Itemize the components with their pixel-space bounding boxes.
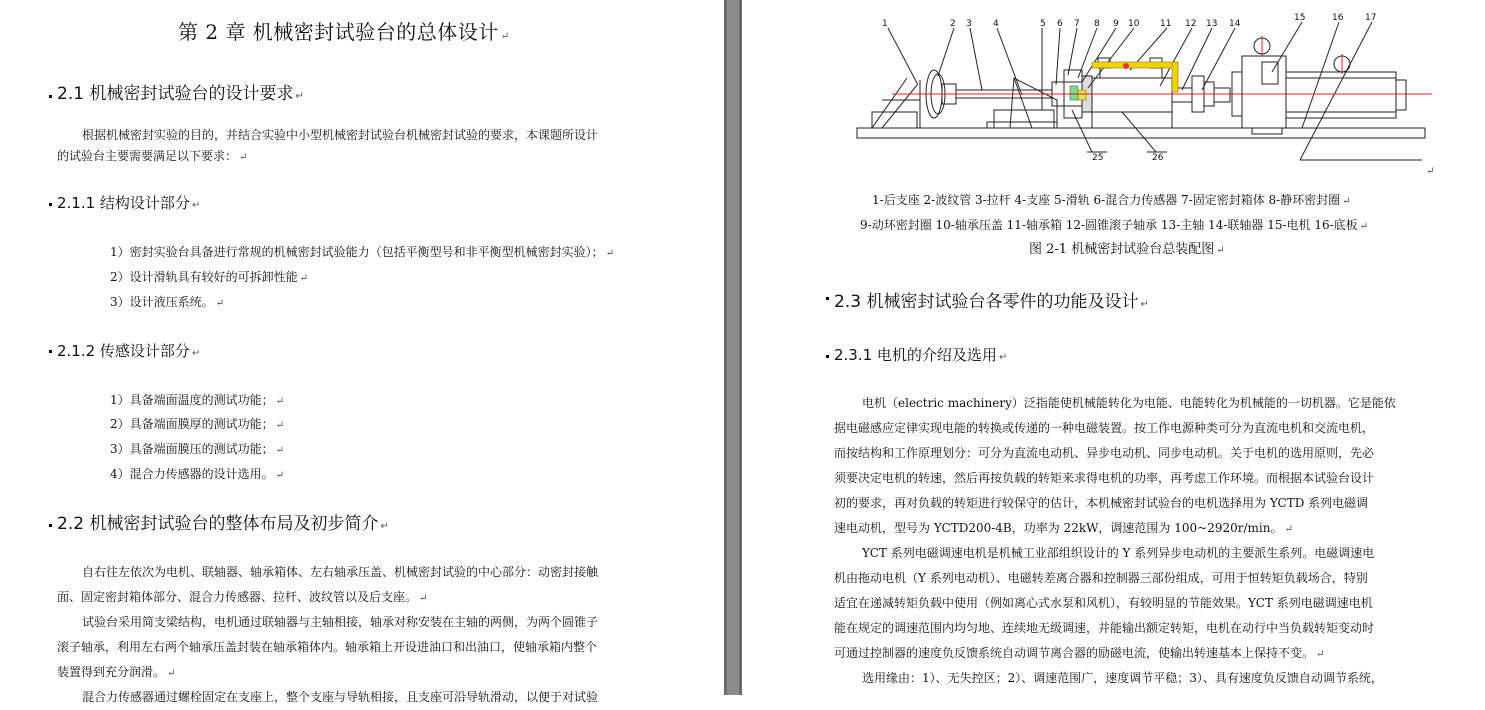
part-label: 16 <box>1332 13 1344 23</box>
part-label: 7 <box>1074 19 1080 29</box>
yct-paragraph-line: YCT 系列电磁调速电机是机械工业部组织设计的 Y 系列异步电动机的主要派生系列。电磁调速电 <box>862 546 1375 560</box>
yct-paragraph-line: 可通过控制器的速度负反馈系统自动调节离合器的励磁电流，使输出转速基本上保持不变。 ↵ <box>834 646 1325 660</box>
right-page <box>742 0 1485 695</box>
part-label: 3 <box>966 19 972 29</box>
list-item: 1）具备端面温度的测试功能； ↵ <box>110 393 285 407</box>
section-2-2-title: 2.2 机械密封试验台的整体布局及初步简介 ↵ <box>57 514 389 534</box>
section-2-3-1-title: 2.3.1 电机的介绍及选用 ↵ <box>834 346 1008 364</box>
part-label: 26 <box>1152 153 1164 163</box>
list-item: 3）具备端面膜压的测试功能； ↵ <box>110 442 285 456</box>
part-label: 9 <box>1113 19 1119 29</box>
section-2-2-line: 试验台采用简支梁结构，电机通过联轴器与主轴相接，轴承对称安装在主轴的两侧，为两个圆锥子 <box>82 615 599 629</box>
part-label: 11 <box>1160 19 1172 29</box>
svg-text:↵: ↵ <box>1426 166 1435 177</box>
figure-caption-line-2: 9-动环密封圈 10-轴承压盖 11-轴承箱 12-圆锥滚子轴承 13-主轴 14-联轴器 15-电机 16-底板 ↵ <box>860 218 1369 232</box>
reason-paragraph-line: 选用缘由：1）、无失控区；2）、调速范围广，速度调节平稳；3）、具有速度负反馈自动调节系统， <box>862 671 1383 685</box>
motor-paragraph-line: 须要决定电机的转速，然后再按负载的转矩来求得电机的功率，再考虑工作环境。而根据本试验台设计 <box>834 471 1375 485</box>
heading-bullet <box>49 203 52 206</box>
assembly-drawing <box>742 0 1485 175</box>
part-label: 15 <box>1294 13 1306 23</box>
part-label: 25 <box>1092 153 1104 163</box>
list-item: 2）设计滑轨具有较好的可拆卸性能 ↵ <box>110 270 309 284</box>
part-label: 2 <box>950 19 956 29</box>
heading-bullet <box>826 355 829 358</box>
yct-paragraph-line: 能在规定的调速范围内均匀地、连续地无级调速，并能输出额定转矩，电机在动行中当负载转矩变动时 <box>834 621 1375 635</box>
section-2-1-paragraph-line-1: 根据机械密封实验的目的，并结合实验中小型机械密封试验台机械密封试验的要求，本课题所设计 <box>82 128 599 142</box>
section-2-3-title: 2.3 机械密封试验台各零件的功能及设计 ↵ <box>834 292 1149 312</box>
section-2-2-line: 自右往左依次为电机、联轴器、轴承箱体、左右轴承压盖、机械密封试验的中心部分：动密封接触 <box>82 565 599 579</box>
part-label: 17 <box>1365 13 1377 23</box>
motor-paragraph-line: 电机（electric machinery）泛指能使机械能转化为电能、电能转化为机械能的一切机器。它是能依 <box>862 396 1396 410</box>
motor-paragraph-line: 速电动机，型号为 YCTD200-4B，功率为 22kW，调速范围为 100~2920r/min。 ↵ <box>834 521 1293 535</box>
part-label: 14 <box>1229 19 1241 29</box>
motor-paragraph-line: 而按结构和工作原理划分：可分为直流电动机、异步电动机、同步电动机。关于电机的选用原则，先必 <box>834 446 1375 460</box>
part-label: 5 <box>1040 19 1046 29</box>
section-2-2-line: 面、固定密封箱体部分、混合力传感器、拉杆、波纹管以及后支座。 ↵ <box>57 590 428 604</box>
heading-bullet <box>49 350 52 353</box>
motor-paragraph-line: 初的要求，再对负载的转矩进行较保守的估计，本机械密封试验台的电机选择用为 YCTD 系列电磁调 <box>834 496 1369 510</box>
yct-paragraph-line: 机由拖动电机（Y 系列电动机）、电磁转差离合器和控制器三部份组成，可用于恒转矩负载场合，特别 <box>834 571 1368 585</box>
list-item: 2）具备端面膜厚的测试功能； ↵ <box>110 417 285 431</box>
part-label: 4 <box>993 19 999 29</box>
page-gutter <box>724 0 742 695</box>
section-2-1-2-title: 2.1.2 传感设计部分 ↵ <box>57 342 201 360</box>
figure-title: 图 2-1 机械密封试验台总装配图 ↵ <box>1029 242 1225 257</box>
left-page <box>0 0 724 704</box>
part-label: 6 <box>1057 19 1063 29</box>
section-2-2-line: 混合力传感器通过螺栓固定在支座上，整个支座与导轨相接，且支座可沿导轨滑动，以便于对试验 <box>82 690 599 704</box>
heading-bullet <box>49 524 52 527</box>
yct-paragraph-line: 适宜在递减转矩负载中使用（例如离心式水泵和风机），有较明显的节能效果。YCT 系列电磁调速电机 <box>834 596 1373 610</box>
figure-caption-line-1: 1-后支座 2-波纹管 3-拉杆 4-支座 5-滑轨 6-混合力传感器 7-固定密封箱体 8-静环密封圈 ↵ <box>872 193 1351 207</box>
part-label: 13 <box>1206 19 1218 29</box>
motor-paragraph-line: 据电磁感应定律实现电能的转换或传递的一种电磁装置。按工作电源种类可分为直流电机和交流电机， <box>834 421 1375 435</box>
part-label: 12 <box>1185 19 1197 29</box>
heading-bullet <box>49 95 52 98</box>
list-item: 4）混合力传感器的设计选用。 ↵ <box>110 467 285 481</box>
section-2-2-line: 装置得到充分润滑。 ↵ <box>57 665 176 679</box>
part-label: 8 <box>1094 19 1100 29</box>
heading-bullet <box>826 297 829 300</box>
section-2-1-title: 2.1 机械密封试验台的设计要求 ↵ <box>57 84 304 104</box>
part-label: 1 <box>882 19 888 29</box>
section-2-1-1-title: 2.1.1 结构设计部分 ↵ <box>57 194 201 212</box>
chapter-title: 第 2 章 机械密封试验台的总体设计 ↵ <box>178 20 510 44</box>
section-2-1-paragraph-line-2: 的试验台主要需要满足以下要求： ↵ <box>57 149 248 163</box>
list-item: 3）设计液压系统。 ↵ <box>110 295 225 309</box>
part-label: 10 <box>1128 19 1140 29</box>
section-2-2-line: 滚子轴承，利用左右两个轴承压盖封装在轴承箱体内。轴承箱上开设进油口和出油口，使轴承箱内整个 <box>57 640 598 654</box>
list-item: 1）密封实验台具备进行常规的机械密封试验能力（包括平衡型号和非平衡型机械密封实验）； ↵ <box>110 245 615 259</box>
